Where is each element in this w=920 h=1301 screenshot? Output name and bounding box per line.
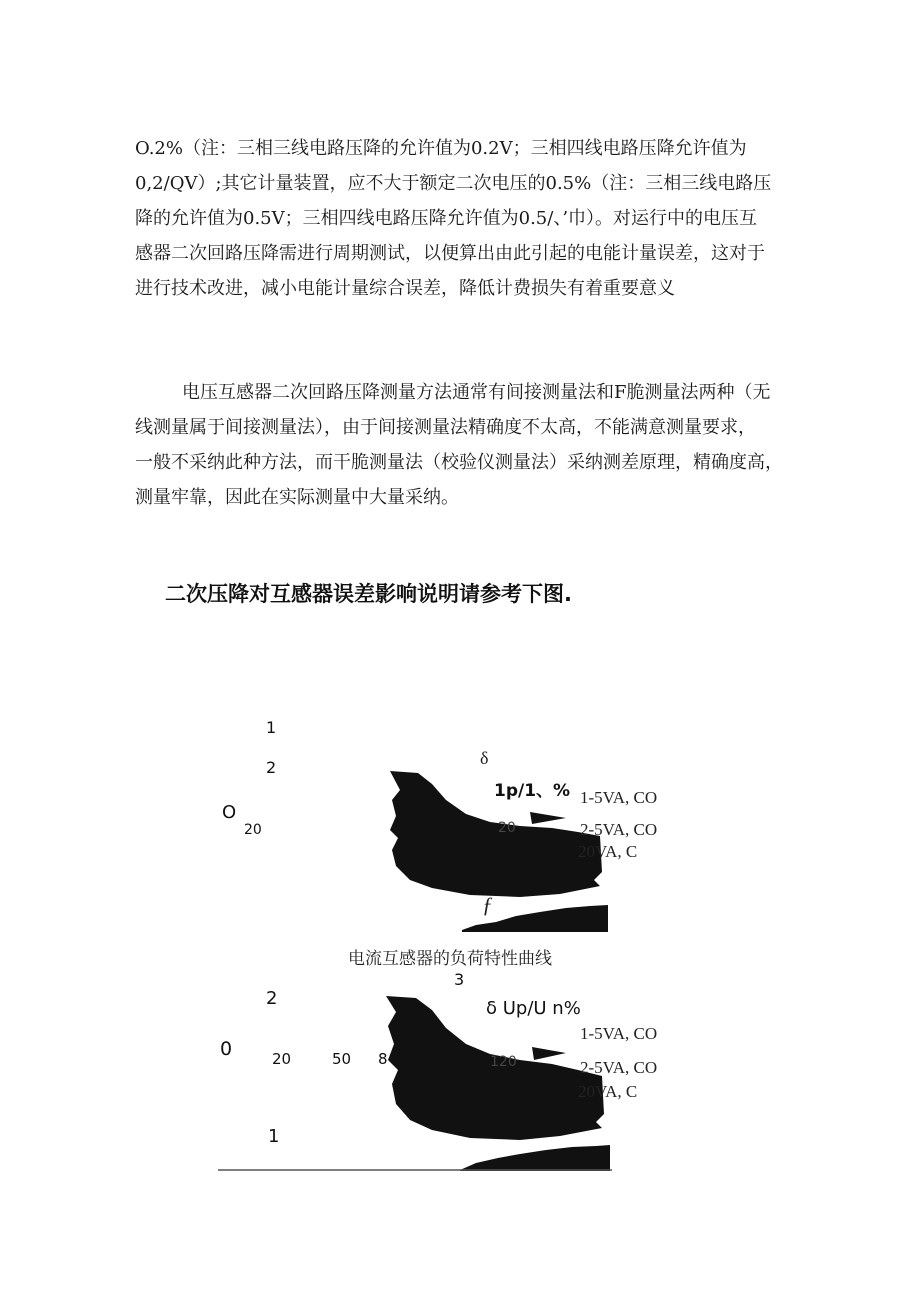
figure-2-number-3: 3	[454, 970, 465, 989]
figure-1-delta-symbol: δ	[480, 748, 489, 768]
figure-2-legend-3: 20VA, C	[578, 1082, 638, 1101]
figure-1-arrow-marker	[530, 812, 566, 824]
paragraph-2-line: 线测量属于间接测量法），由于间接测量法精确度不太高，不能满意测量要求，	[135, 417, 756, 438]
figure-2-arrow-marker	[532, 1047, 566, 1060]
figure-2-mid-tick: 120	[490, 1054, 517, 1070]
figure-2-number-2: 2	[266, 988, 278, 1009]
paragraph-1-line: O.2%（注：三相三线电路压降的允许值为0.2V；三相四线电路压降允许值为	[135, 138, 747, 159]
figure-1-legend-2: 2-5VA, CO	[580, 820, 658, 839]
figure-2-origin: 0	[220, 1038, 233, 1060]
figure-2-axis-label: δ Up/U n%	[486, 998, 581, 1019]
figure-2-number-1: 1	[268, 1126, 280, 1147]
paragraph-2-line: 测量牢靠，因此在实际测量中大量采纳。	[135, 487, 459, 508]
figure-2-tick: 8	[378, 1050, 388, 1068]
paragraph-1-line: 降的允许值为0.5V；三相四线电路压降允许值为0.5/、’巾）。对运行中的电压互	[135, 208, 758, 229]
figure-1-mid-tick: 20	[498, 820, 516, 836]
paragraph-1-line: 进行技术改进，减小电能计量综合误差，降低计费损失有着重要意义	[135, 278, 675, 299]
figure-1-caption: 电流互感器的负荷特性曲线	[348, 949, 552, 969]
figure-1-legend-1: 1-5VA, CO	[580, 788, 658, 807]
figure-2-legend-2: 2-5VA, CO	[580, 1058, 658, 1077]
figure-2-legend-1: 1-5VA, CO	[580, 1024, 658, 1043]
figure-2-tick: 20	[272, 1050, 292, 1068]
figure-1-legend-3: 20VA, C	[578, 842, 638, 861]
figure-2-tick: 50	[332, 1050, 352, 1068]
figure-1-number-1: 1	[266, 718, 277, 737]
paragraph-2-line: 一般不采纳此种方法，而干脆测量法（校验仪测量法）采纳测差原理，精确度高，	[135, 452, 783, 473]
figure-2-bottom-band	[460, 1145, 610, 1171]
figure-1-origin: O	[222, 802, 237, 823]
paragraph-1-line: 感器二次回路压降需进行周期测试，以便算出由此引起的电能计量误差，这对于	[135, 243, 765, 264]
paragraph-2-line: 电压互感器二次回路压降测量方法通常有间接测量法和F脆测量法两种（无	[182, 382, 771, 403]
figure-1-axis-label: 1p/1、%	[494, 781, 571, 801]
figure-1-tick-20: 20	[244, 822, 262, 838]
figure-heading: 二次压降对互感器误差影响说明请参考下图.	[165, 582, 572, 606]
figure-1-f-symbol: ƒ	[482, 892, 493, 917]
paragraph-1-line: 0,2/QV）;其它计量装置，应不大于额定二次电压的0.5%（注：三相三线电路压	[135, 173, 772, 194]
figure-1-number-2: 2	[266, 758, 277, 777]
